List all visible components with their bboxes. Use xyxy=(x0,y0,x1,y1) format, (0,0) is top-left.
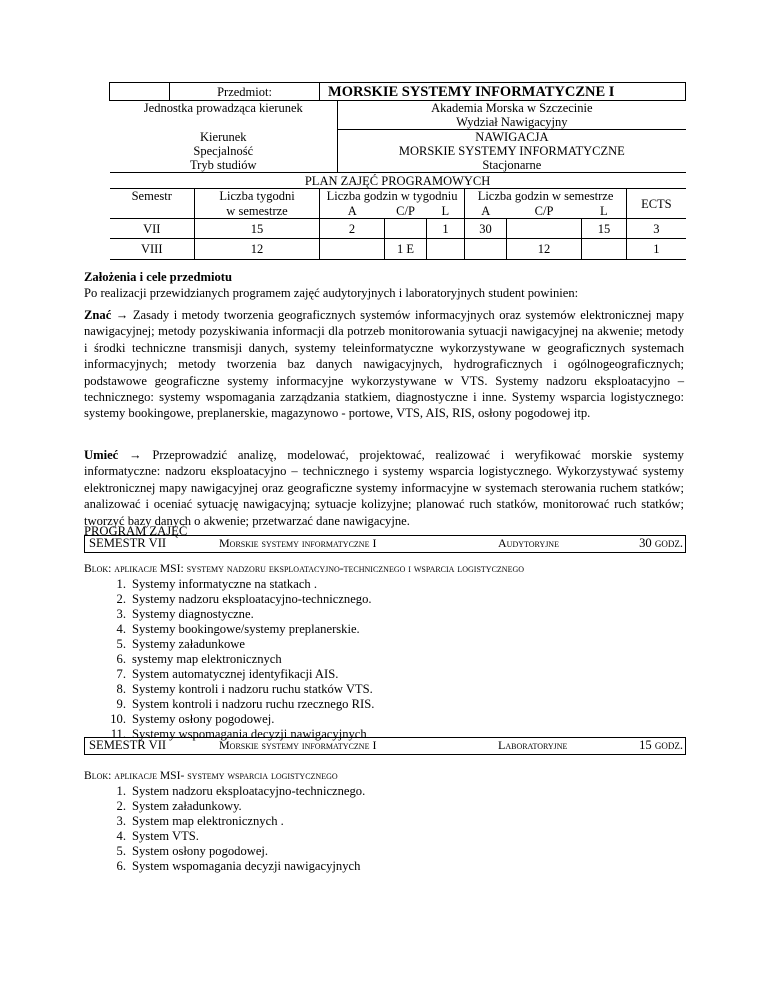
list-item xyxy=(108,592,374,607)
list-item-text: Systemy nadzoru eksploatacyjno-technicznego. xyxy=(132,592,372,606)
list-item-number: 3. xyxy=(116,814,126,828)
specjalnosc-value: MORSKIE SYSTEMY INFORMATYCZNE xyxy=(398,144,625,158)
row-sem-l xyxy=(582,239,627,260)
list-item-text: Systemy załadunkowe xyxy=(132,637,245,651)
jednostka-label: Jednostka prowadząca kierunek xyxy=(110,101,338,116)
sem-przedmiot: Morskie systemy informatyczne I xyxy=(219,536,377,550)
list-item xyxy=(108,637,374,652)
sem-godz: 30 godz. xyxy=(639,536,683,550)
col-ects: ECTS xyxy=(627,189,686,219)
list-item xyxy=(108,799,365,814)
col-tygodni-1: Liczba tygodni xyxy=(195,189,320,204)
list-item-number: 5. xyxy=(116,844,126,858)
przedmiot-value xyxy=(320,83,686,101)
sub-a-sem: A xyxy=(465,204,507,219)
list-item xyxy=(108,814,365,829)
list-item-text: Systemy diagnostyczne. xyxy=(132,607,254,621)
list-item-number: 2. xyxy=(116,799,126,813)
list-item xyxy=(108,859,365,874)
zalozenia-text: Po realizacji przewidzianych programem zajęć audytoryjnych i laboratoryjnych student powinien: xyxy=(84,286,579,300)
row-tyg-l xyxy=(427,239,465,260)
list-item-text: System kontroli i nadzoru ruchu rzecznego RIS. xyxy=(132,697,375,711)
sem-label: SEMESTR VII xyxy=(89,738,167,752)
course-header-table xyxy=(109,82,686,260)
list-item xyxy=(108,682,374,697)
list-item-text: systemy map elektronicznych xyxy=(132,652,282,666)
semester-row-laboratoryjne xyxy=(84,737,686,755)
list-item xyxy=(108,652,374,667)
row-sem-a xyxy=(465,239,507,260)
row-ects: 1 xyxy=(627,239,686,260)
list-item-number: 8. xyxy=(116,682,126,696)
sem-godz: 15 godz. xyxy=(639,738,683,752)
list-item xyxy=(108,667,374,682)
list-item xyxy=(108,844,365,859)
list-item-text: Systemy kontroli i nadzoru ruchu statków VTS. xyxy=(132,682,373,696)
plan-title: PLAN ZAJĘĆ PROGRAMOWYCH xyxy=(110,173,686,189)
row-tyg-cp: 1 E xyxy=(385,239,427,260)
list-item-text: System załadunkowy. xyxy=(132,799,242,813)
row-tyg-l: 1 xyxy=(427,219,465,239)
sem-label: SEMESTR VII xyxy=(89,536,167,550)
list-item xyxy=(108,712,374,727)
list-item xyxy=(108,577,374,592)
blok2-list xyxy=(108,784,365,874)
col-tygodni-2: w semestrze xyxy=(195,204,320,219)
row-ects: 3 xyxy=(627,219,686,239)
row-tygodni: 12 xyxy=(195,239,320,260)
tryb-value: Stacjonarne xyxy=(338,158,686,173)
list-item-number: 1. xyxy=(116,784,126,798)
row-sem-cp xyxy=(507,219,582,239)
row-semestr: VIII xyxy=(110,239,195,260)
sub-l-tyg: L xyxy=(427,204,465,219)
blok1-list xyxy=(108,577,374,742)
list-item-number: 11. xyxy=(110,727,126,741)
list-item-text: Systemy osłony pogodowej. xyxy=(132,712,275,726)
table-row xyxy=(110,239,686,260)
jednostka-value-2: Wydział Nawigacyjny xyxy=(338,115,686,130)
sem-przedmiot: Morskie systemy informatyczne I xyxy=(219,738,377,752)
list-item-number: 10. xyxy=(110,712,126,726)
list-item xyxy=(108,784,365,799)
arrow-icon: → xyxy=(115,308,129,322)
list-item-number: 6. xyxy=(116,859,126,873)
list-item-text: System wspomagania decyzji nawigacyjnych xyxy=(132,859,361,873)
list-item-number: 9. xyxy=(116,697,126,711)
zalozenia-title: Założenia i cele przedmiotu xyxy=(84,270,232,284)
list-item-number: 1. xyxy=(116,577,126,591)
blok1-title: Blok: aplikacje MSI: systemy nadzoru eksploatacyjno-technicznego i wsparcia logistycznego xyxy=(84,562,525,575)
col-semestr: Semestr xyxy=(110,189,195,219)
arrow-icon: → xyxy=(129,448,142,462)
znac-label: Znać xyxy=(84,308,112,322)
list-item-number: 5. xyxy=(116,637,126,651)
jednostka-value-1: Akademia Morska w Szczecinie xyxy=(431,101,593,115)
row-semestr: VII xyxy=(110,219,195,239)
row-tyg-cp xyxy=(385,219,427,239)
list-item-text: System map elektronicznych . xyxy=(132,814,284,828)
semester-row-audytoryjne xyxy=(84,535,686,553)
umiec-paragraph xyxy=(84,447,684,529)
program-title: PROGRAM ZAJĘĆ xyxy=(84,524,188,538)
col-godz-sem: Liczba godzin w semestrze xyxy=(465,189,627,204)
row-sem-cp: 12 xyxy=(507,239,582,260)
specjalnosc-label: Specjalność xyxy=(110,144,338,158)
sub-cp-tyg: C/P xyxy=(385,204,427,219)
list-item-text: System automatycznej identyfikacji AIS. xyxy=(132,667,339,681)
row-sem-a: 30 xyxy=(465,219,507,239)
sem-typ: Laboratoryjne xyxy=(498,738,568,752)
list-item-number: 6. xyxy=(116,652,126,666)
list-item-text: System osłony pogodowej. xyxy=(132,844,269,858)
list-item-number: 3. xyxy=(116,607,126,621)
row-sem-l: 15 xyxy=(582,219,627,239)
przedmiot-value-text: MORSKIE SYSTEMY INFORMATYCZNE I xyxy=(328,83,615,100)
list-item-text: Systemy bookingowe/systemy preplanerskie. xyxy=(132,622,360,636)
list-item-number: 4. xyxy=(116,829,126,843)
table-row xyxy=(110,219,686,239)
list-item xyxy=(108,622,374,637)
list-item xyxy=(108,697,374,712)
row-tygodni: 15 xyxy=(195,219,320,239)
list-item-text: Systemy wspomagania decyzji nawigacyjnych xyxy=(132,727,367,741)
sub-cp-sem: C/P xyxy=(507,204,582,219)
przedmiot-label: Przedmiot: xyxy=(170,83,320,101)
blok2-title: Blok: aplikacje MSI- systemy wsparcia logistycznego xyxy=(84,769,338,782)
col-godz-tyg: Liczba godzin w tygodniu xyxy=(320,189,465,204)
list-item-text: Systemy informatyczne na statkach . xyxy=(132,577,318,591)
sem-typ: Audytoryjne xyxy=(498,536,559,550)
list-item-number: 4. xyxy=(116,622,126,636)
umiec-label: Umieć xyxy=(84,448,119,462)
row-tyg-a: 2 xyxy=(320,219,385,239)
list-item xyxy=(108,829,365,844)
tryb-label: Tryb studiów xyxy=(110,158,338,173)
list-item-text: System nadzoru eksploatacyjno-technicznego. xyxy=(132,784,366,798)
list-item-number: 7. xyxy=(116,667,126,681)
znac-text: Zasady i metody tworzenia geograficznych systemów informacyjnych oraz systemów elektronicznej mapy nawigacyjnej; metody pozyskiwania informacji dla potrzeb monitorowania sytuacji nawigacyjnej na akwenie; metody i środki techniczne transmisji danych, systemy teleinformatyczne wykorzystywane w geograficznych systemach informacyjnych; metody tworzenia baz danych nawigacyjnych, hydrograficznych i ogólnogeograficznych; podstawowe geograficzne systemy informacyjne wykorzystywane w VTS. Systemy nadzoru eksploatacyjno – technicznego: systemy wspomagania zarządzania statkiem, diagnostyczne i inne. Systemy wsparcia logistycznego: systemy bookingowe, preplanerskie, magazynowo - portowe, VTS, AIS, RIS, osłony pogodowej itp. xyxy=(84,308,684,421)
kierunek-value: NAWIGACJA xyxy=(475,130,549,144)
row-tyg-a xyxy=(320,239,385,260)
list-item xyxy=(108,607,374,622)
list-item-text: System VTS. xyxy=(132,829,199,843)
umiec-text: Przeprowadzić analizę, modelować, projektować, realizować i weryfikować morskie systemy informatyczne: nadzoru eksploatacyjno – technicznego i systemy wsparcia logistycznego. Wykorzystywać systemy elektronicznej mapy nawigacyjnej oraz geograficzne systemy informacyjne w systemach sterowania ruchem statków; analizować i oceniać sytuację nawigacyjną; sytuacje kolizyjne; planować ruch statków, monitorować ruch statków; tworzyć bazy danych o akwenie; przetwarzać dane nawigacyjne. xyxy=(84,448,684,528)
sub-a-tyg: A xyxy=(320,204,385,219)
kierunek-label: Kierunek xyxy=(110,130,338,145)
list-item-number: 2. xyxy=(116,592,126,606)
sub-l-sem: L xyxy=(582,204,627,219)
znac-paragraph xyxy=(84,307,684,422)
